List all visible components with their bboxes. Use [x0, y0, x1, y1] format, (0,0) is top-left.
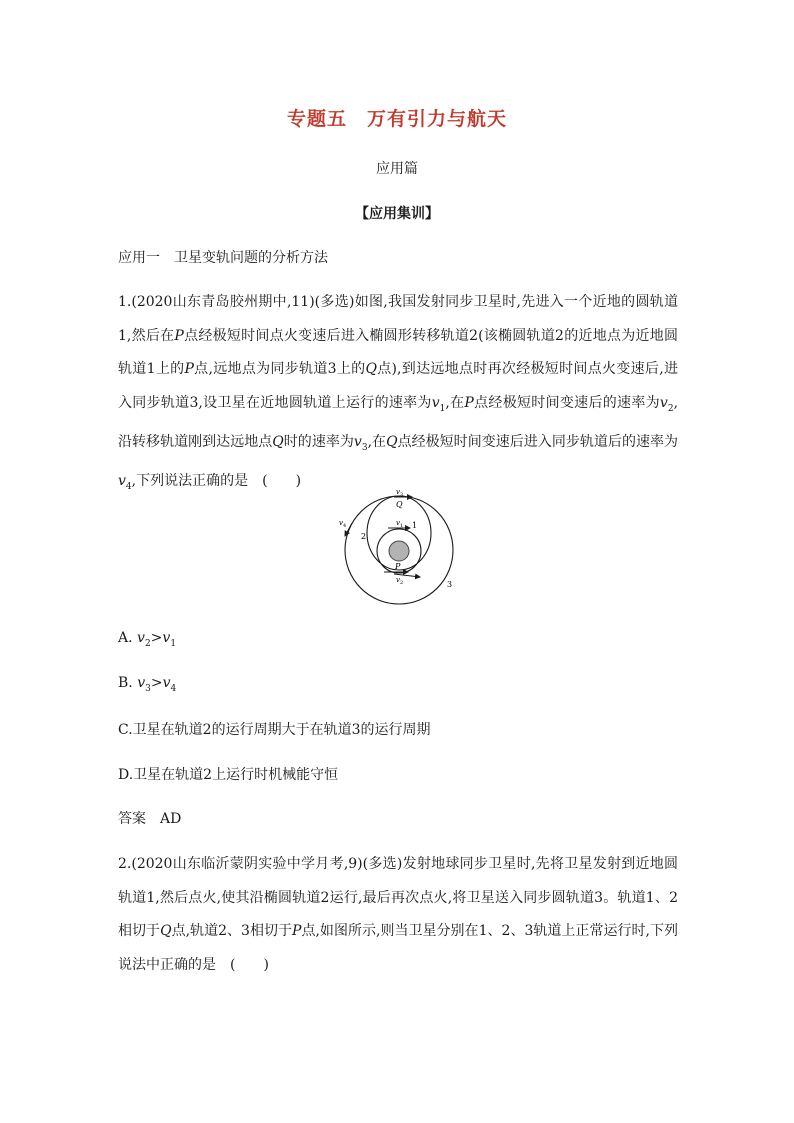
- option-d: D.卫星在轨道2上运行时机械能守恒: [118, 767, 339, 783]
- earth: [389, 541, 409, 561]
- label-orbit-2: 2: [361, 532, 367, 541]
- label-v4: $v_4$: [339, 519, 347, 529]
- label-v1: $v_1$: [396, 519, 404, 529]
- label-orbit-1: 1: [412, 521, 418, 530]
- question-1: 1.(2020山东青岛胶州期中,11)(多选)如图,我国发射同步卫星时,先进入一个近地的圆轨道1,然后在P点经极短时间点火变速后进入椭圆形转移轨道2(该椭圆轨道2的近地点为近地圆轨道1上的P点,远地点为同步轨道3上的Q点),到达远地点时再次经极短时间点火变速后,进入同步轨道3,设卫星在近地圆轨道上运行的速率为$v_1$,在P点经极短时间变速后的速率为$v_2$,沿转移轨道刚到达远地点Q时的速率为$v_3$,在Q点经极短时间变速后进入同步轨道后的速率为$v_4$,下列说法正确的是 ( ): [118, 294, 679, 492]
- subtitle: 应用篇: [376, 161, 418, 177]
- label-q: Q: [396, 500, 403, 509]
- question-2: 2.(2020山东临沂蒙阴实验中学月考,9)(多选)发射地球同步卫星时,先将卫星发射到近地圆轨道1,然后点火,使其沿椭圆轨道2运行,最后再次点火,将卫星送入同步圆轨道3。轨道1、2相切于Q点,轨道2、3相切于P点,如图所示,则当卫星分别在1、2、3轨道上正常运行时,下列说法中正确的是 ( ): [118, 856, 679, 973]
- section-heading: 应用一 卫星变轨问题的分析方法: [118, 250, 328, 266]
- label-p: P: [395, 562, 401, 571]
- label-orbit-3: 3: [447, 580, 453, 589]
- section-banner: 【应用集训】: [355, 206, 439, 222]
- label-v3: $v_3$: [396, 488, 404, 498]
- page-title: 专题五 万有引力与航天: [286, 108, 507, 130]
- orbit-diagram: [336, 488, 460, 608]
- answer: 答案 AD: [118, 811, 182, 827]
- option-b: B. $v_3>v_4$: [118, 675, 177, 694]
- label-v2: $v_2$: [396, 576, 404, 586]
- option-c: C.卫星在轨道2的运行周期大于在轨道3的运行周期: [118, 722, 431, 738]
- option-a: A. $v_2>v_1$: [118, 630, 177, 649]
